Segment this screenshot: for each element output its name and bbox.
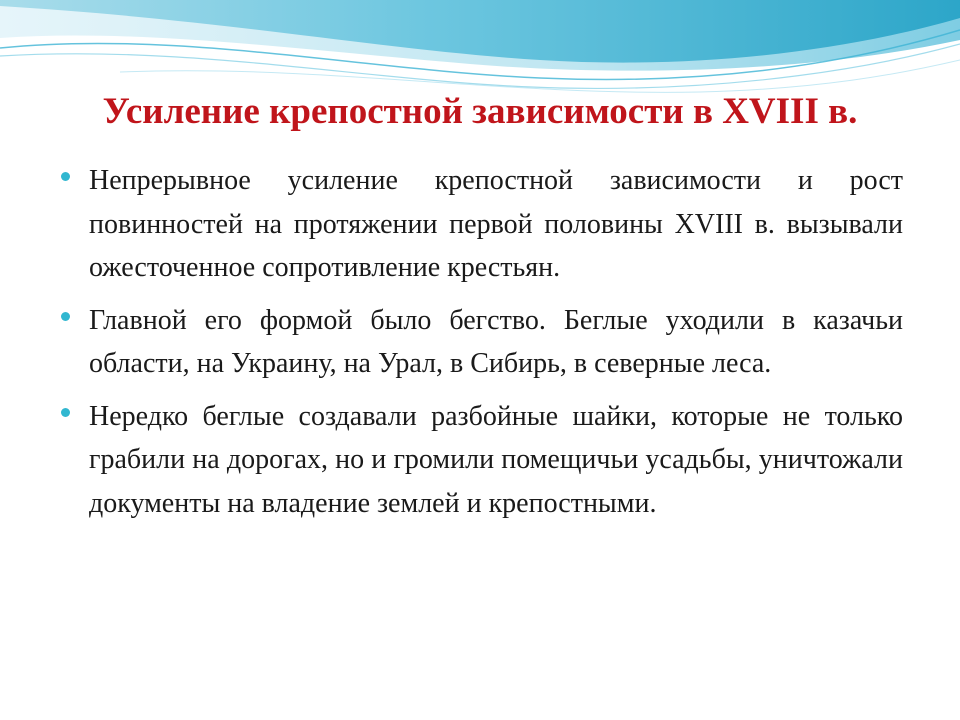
bullet-dot-icon (61, 408, 70, 417)
bullet-item (61, 299, 903, 386)
slide-title: Усиление крепостной зависимости в XVIII в. (102, 91, 858, 132)
bullet-item (61, 395, 903, 526)
bullet-dot-icon (61, 172, 70, 181)
bullet-list (61, 159, 903, 534)
bullet-text: Нередко беглые создавали разбойные шайки, которые не только грабили на дорогах, но и громили помещичьи усадьбы, уничтожали документы на владение землей и крепостными. (89, 400, 903, 519)
bullet-text: Непрерывное усиление крепостной зависимости и рост повинностей на протяжении первой половины XVIII в. вызывали ожесточенное сопротивление крестьян. (89, 165, 903, 283)
bullet-text: Главной его формой было бегство. Беглые уходили в казачьи области, на Украину, на Урал, в Сибирь, в северные леса. (89, 304, 903, 379)
bullet-dot-icon (61, 312, 70, 321)
bullet-item (61, 159, 903, 290)
